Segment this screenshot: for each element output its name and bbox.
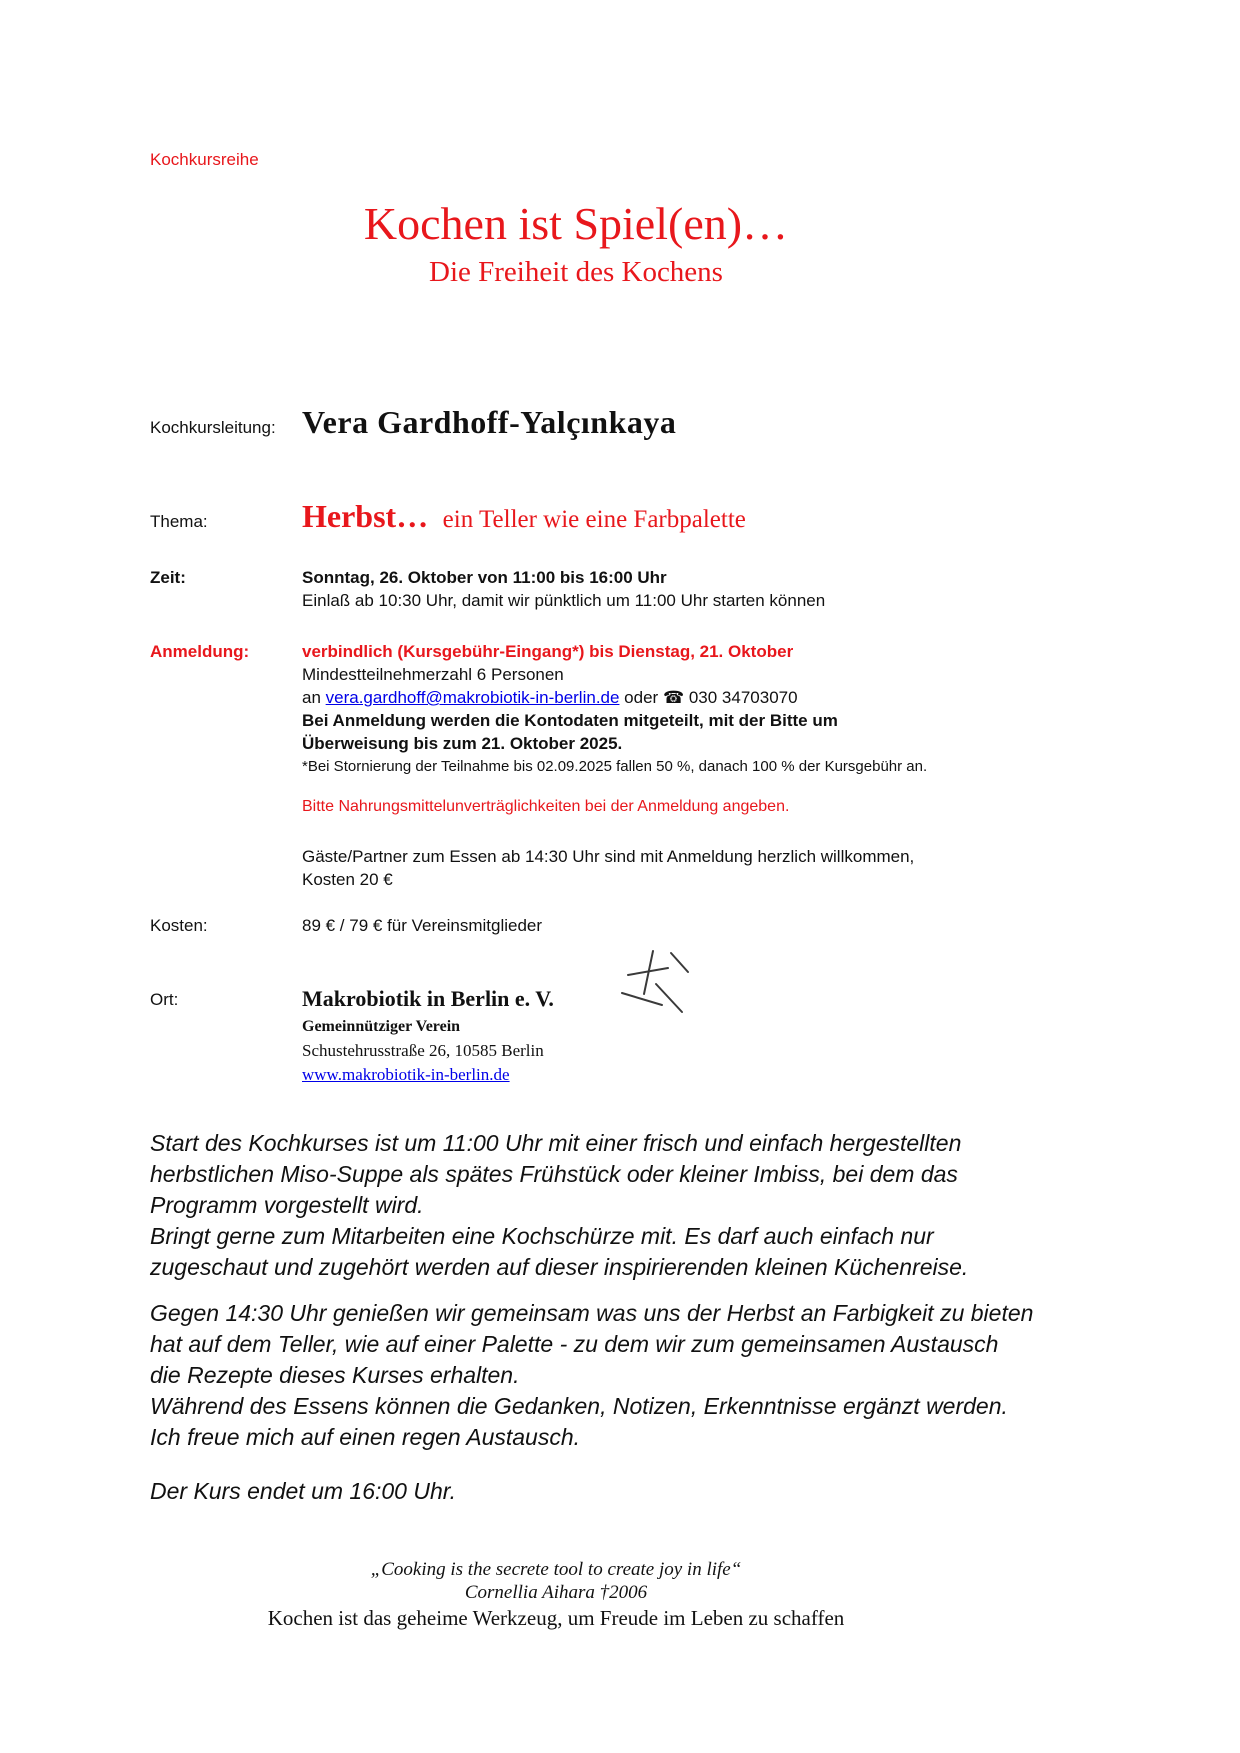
cancellation-note: *Bei Stornierung der Teilnahme bis 02.09.2025 fallen 50 %, danach 100 % der Kursgebühr an. (302, 758, 928, 775)
allergy-note: Bitte Nahrungsmittelunverträglichkeiten bei der Anmeldung angeben. (302, 798, 790, 815)
theme-value (302, 498, 746, 535)
course-end-note: Der Kurs endet um 16:00 Uhr. (150, 1478, 456, 1504)
intro-paragraph (150, 1128, 1140, 1283)
phone-icon: ☎ (662, 688, 685, 707)
afternoon-paragraph (150, 1298, 1140, 1453)
leader-row (150, 404, 1150, 441)
intro-line: zugeschaut und zugehört werden auf dieser inspirierenden kleinen Küchenreise. (150, 1254, 969, 1280)
cost-row (150, 914, 1050, 937)
registration-row (150, 640, 1210, 778)
theme-subtitle: ein Teller wie eine Farbpalette (442, 506, 746, 533)
afternoon-line: Gegen 14:30 Uhr genießen wir gemeinsam was uns der Herbst an Farbigkeit zu bieten (150, 1300, 1034, 1326)
bank-note-line2: Überweisung bis zum 21. Oktober 2025. (302, 734, 623, 753)
intro-line: Bringt gerne zum Mitarbeiten eine Kochschürze mit. Es darf auch einfach nur (150, 1223, 934, 1249)
brush-strokes-logo-icon (620, 948, 700, 1026)
contact-prefix: an (302, 688, 326, 707)
location-address: Schustehrusstraße 26, 10585 Berlin (302, 1041, 544, 1060)
course-title: Kochen ist Spiel(en)… (363, 198, 789, 249)
registration-value (302, 640, 927, 778)
website-link[interactable]: www.makrobiotik-in-berlin.de (302, 1065, 510, 1084)
time-row (150, 566, 1200, 612)
footer-quote-de: Kochen ist das geheime Werkzeug, um Freude im Leben zu schaffen (267, 1606, 845, 1630)
cost-value: 89 € / 79 € für Vereinsmitglieder (302, 916, 543, 935)
theme-row (150, 498, 1150, 535)
theme-label: Thema: (150, 512, 208, 531)
footer-quote-block (0, 1558, 1112, 1631)
guests-line2: Kosten 20 € (302, 870, 393, 889)
intro-line: Programm vorgestellt wird. (150, 1192, 424, 1218)
theme-title: Herbst… (302, 498, 429, 534)
guests-line1: Gäste/Partner zum Essen ab 14:30 Uhr sind mit Anmeldung herzlich willkommen, (302, 847, 915, 866)
location-name: Makrobiotik in Berlin e. V. (302, 986, 554, 1011)
contact-middle: oder (619, 688, 663, 707)
afternoon-line: Ich freue mich auf einen regen Austausch. (150, 1424, 581, 1450)
bank-note-line1: Bei Anmeldung werden die Kontodaten mitgeteilt, mit der Bitte um (302, 711, 838, 730)
heading-block (120, 196, 1032, 290)
email-link[interactable]: vera.gardhoff@makrobiotik-in-berlin.de (325, 688, 620, 707)
registration-contact-line (302, 686, 927, 709)
location-value (302, 986, 554, 1087)
intro-line: herbstlichen Miso-Suppe als spätes Frühstück oder kleiner Imbiss, bei dem das (150, 1161, 958, 1187)
guests-note (302, 845, 1152, 891)
registration-label: Anmeldung: (150, 642, 250, 661)
course-subtitle: Die Freiheit des Kochens (429, 256, 723, 289)
intro-line: Start des Kochkurses ist um 11:00 Uhr mit einer frisch und einfach hergestellten (150, 1130, 962, 1156)
location-label: Ort: (150, 990, 179, 1009)
footer-quote-en: „Cooking is the secrete tool to create joy in life“ (370, 1559, 742, 1580)
phone-number: 030 34703070 (684, 688, 798, 707)
registration-min-participants: Mindestteilnehmerzahl 6 Personen (302, 665, 564, 684)
afternoon-line: Während des Essens können die Gedanken, Notizen, Erkenntnisse ergänzt werden. (150, 1393, 1008, 1419)
footer-quote-author: Cornellia Aihara †2006 (464, 1582, 648, 1603)
location-association-type: Gemeinnütziger Verein (302, 1018, 461, 1035)
time-line1: Sonntag, 26. Oktober von 11:00 bis 16:00 Uhr (302, 568, 667, 587)
afternoon-line: hat auf dem Teller, wie auf einer Palette - zu dem wir zum gemeinsamen Austausch (150, 1331, 999, 1357)
time-value (302, 566, 825, 612)
leader-label: Kochkursleitung: (150, 418, 276, 437)
afternoon-line: die Rezepte dieses Kurses erhalten. (150, 1362, 520, 1388)
time-line2: Einlaß ab 10:30 Uhr, damit wir pünktlich um 11:00 Uhr starten können (302, 591, 826, 610)
location-row (150, 986, 1050, 1087)
leader-name: Vera Gardhoff-Yalçınkaya (302, 404, 677, 440)
time-label: Zeit: (150, 568, 186, 587)
registration-deadline: verbindlich (Kursgebühr-Eingang*) bis Dienstag, 21. Oktober (302, 642, 794, 661)
series-label: Kochkursreihe (150, 150, 259, 169)
cost-label: Kosten: (150, 916, 208, 935)
